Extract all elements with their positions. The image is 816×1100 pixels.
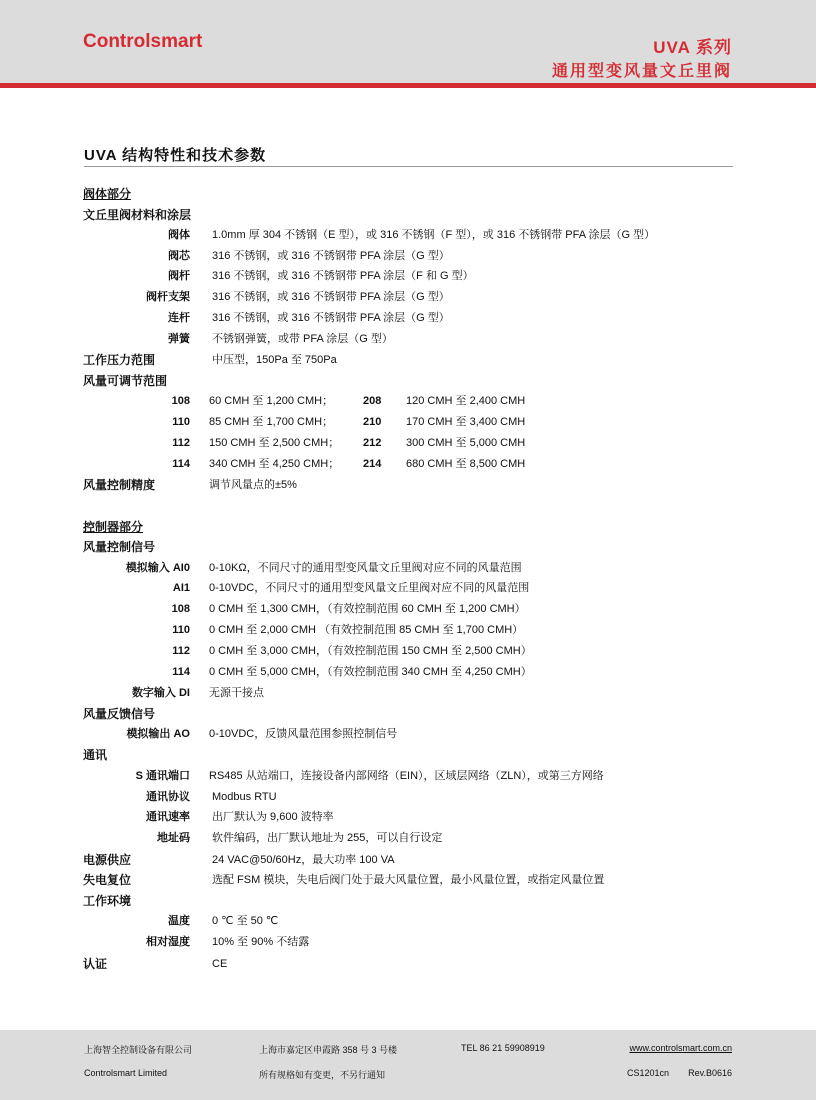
accuracy-label: 风量控制精度	[83, 478, 156, 492]
feedback-row	[0, 724, 816, 744]
comm-value: RS485 从站端口，连接设备内部网络（EIN），区域层网络（ZLN），或第三方网络	[209, 770, 604, 782]
material-label: 连杆	[168, 312, 190, 324]
cert-label: 认证	[83, 957, 108, 971]
flow-code: 112	[172, 437, 190, 449]
flow-code: 108	[171, 395, 190, 407]
power-row	[0, 850, 816, 870]
cert-row	[0, 954, 816, 974]
flow-code: 110	[172, 416, 190, 428]
signal-row	[0, 662, 816, 682]
flow-range: 60 CMH 至 1,200 CMH；	[209, 395, 334, 407]
signal-label: 数字输入 DI	[131, 687, 190, 699]
flow-range-row	[0, 454, 816, 474]
env-value: 10% 至 90% 不结露	[212, 936, 310, 948]
signal-value: 0-10VDC，不同尺寸的通用型变风量文丘里阀对应不同的风量范围	[209, 582, 530, 594]
signal-value: 0-10KΩ，不同尺寸的通用型变风量文丘里阀对应不同的风量范围	[209, 562, 522, 574]
valve-heading-row	[0, 184, 816, 204]
comm-label: S 通讯端口	[135, 770, 190, 782]
reset-label: 失电复位	[83, 873, 132, 887]
comm-label: 地址码	[157, 832, 190, 844]
material-label: 阀芯	[168, 250, 190, 262]
flow-range: 300 CMH 至 5,000 CMH	[406, 437, 526, 449]
reset-row	[0, 870, 816, 890]
reset-value: 选配 FSM 模块，失电后阀门处于最大风量位置，最小风量位置，或指定风量位置	[212, 874, 605, 886]
material-row	[0, 225, 816, 245]
signal-heading: 风量控制信号	[83, 540, 156, 554]
material-row	[0, 308, 816, 328]
flow-code: 208	[363, 395, 382, 407]
footer-company-cn: 上海智全控制设备有限公司	[84, 1045, 193, 1055]
material-label: 阀杆支架	[146, 291, 190, 303]
feedback-value: 0-10VDC，反馈风量范围参照控制信号	[209, 728, 398, 740]
env-heading: 工作环境	[83, 894, 132, 908]
feedback-label: 模拟输出 AO	[126, 728, 190, 740]
pressure-label: 工作压力范围	[83, 353, 156, 367]
signal-row	[0, 641, 816, 661]
env-label: 温度	[168, 915, 190, 927]
accuracy-value: 调节风量点的±5%	[209, 479, 297, 491]
signal-label: 114	[172, 666, 190, 678]
material-label: 弹簧	[168, 333, 190, 345]
signal-row	[0, 578, 816, 598]
materials-heading: 文丘里阀材料和涂层	[83, 208, 192, 222]
power-label: 电源供应	[83, 853, 132, 867]
env-row	[0, 911, 816, 931]
material-value: 不锈钢弹簧，或带 PFA 涂层（G 型）	[212, 333, 393, 345]
flow-range: 340 CMH 至 4,250 CMH；	[209, 458, 340, 470]
comm-row	[0, 807, 816, 827]
env-label: 相对湿度	[146, 936, 190, 948]
flow-range: 85 CMH 至 1,700 CMH；	[209, 416, 334, 428]
page-footer	[0, 1030, 816, 1100]
signal-row	[0, 683, 816, 703]
material-label: 阀杆	[168, 270, 190, 282]
footer-address: 上海市嘉定区申霞路 358 号 3 号楼	[259, 1045, 398, 1055]
pressure-value: 中压型，150Pa 至 750Pa	[212, 354, 337, 366]
signal-value: 0 CMH 至 5,000 CMH，（有效控制范围 340 CMH 至 4,250 CMH）	[209, 666, 532, 678]
comm-row	[0, 766, 816, 786]
material-label: 阀体	[168, 229, 190, 241]
signal-row	[0, 599, 816, 619]
material-value: 316 不锈钢，或 316 不锈钢带 PFA 涂层（G 型）	[212, 291, 450, 303]
cert-value: CE	[212, 958, 228, 970]
product-title: 通用型变风量文丘里阀	[551, 63, 732, 80]
flow-code: 212	[363, 437, 382, 449]
material-value: 316 不锈钢，或 316 不锈钢带 PFA 涂层（G 型）	[212, 312, 450, 324]
feedback-heading-row	[0, 704, 816, 724]
env-heading-row	[0, 891, 816, 911]
signal-label: 110	[172, 624, 190, 636]
valve-heading: 阀体部分	[83, 187, 132, 201]
env-value: 0 ℃ 至 50 ℃	[212, 915, 279, 927]
material-value: 1.0mm 厚 304 不锈钢（E 型），或 316 不锈钢（F 型），或 316 不锈钢带 PFA 涂层（G 型）	[212, 229, 656, 241]
controller-heading: 控制器部分	[83, 520, 144, 534]
pressure-row	[0, 350, 816, 370]
comm-heading: 通讯	[83, 748, 108, 762]
comm-label: 通讯协议	[146, 791, 190, 803]
signal-label: 112	[172, 645, 190, 657]
footer-doc-code: CS1201cn	[627, 1068, 670, 1078]
signal-value: 0 CMH 至 2,000 CMH （有效控制范围 85 CMH 至 1,700 CMH）	[209, 624, 524, 636]
series-title: UVA 系列	[653, 38, 732, 57]
signal-row	[0, 620, 816, 640]
material-row	[0, 287, 816, 307]
footer-company-en: Controlsmart Limited	[84, 1068, 168, 1078]
flow-range-heading-row	[0, 371, 816, 391]
env-row	[0, 932, 816, 952]
section-rule	[84, 166, 733, 167]
power-value: 24 VAC@50/60Hz，最大功率 100 VA	[212, 854, 395, 866]
material-row	[0, 266, 816, 286]
flow-code: 214	[363, 458, 382, 470]
footer-tel: TEL 86 21 59908919	[461, 1043, 545, 1053]
flow-range-label: 风量可调节范围	[83, 374, 168, 388]
material-value: 316 不锈钢，或 316 不锈钢带 PFA 涂层（F 和 G 型）	[212, 270, 474, 282]
comm-heading-row	[0, 745, 816, 765]
comm-row	[0, 828, 816, 848]
flow-range: 170 CMH 至 3,400 CMH	[406, 416, 526, 428]
footer-website-link[interactable]: www.controlsmart.com.cn	[629, 1043, 732, 1053]
flow-range: 150 CMH 至 2,500 CMH；	[209, 437, 340, 449]
controller-heading-row	[0, 517, 816, 537]
flow-code: 114	[172, 458, 190, 470]
flow-range: 120 CMH 至 2,400 CMH	[406, 395, 526, 407]
comm-value: 出厂默认为 9,600 波特率	[212, 811, 334, 823]
flow-range-row	[0, 391, 816, 411]
material-value: 316 不锈钢，或 316 不锈钢带 PFA 涂层（G 型）	[212, 250, 450, 262]
footer-notice: 所有规格如有变更，不另行通知	[259, 1070, 386, 1080]
signal-value: 0 CMH 至 1,300 CMH，（有效控制范围 60 CMH 至 1,200 CMH）	[209, 603, 526, 615]
flow-code: 210	[363, 416, 382, 428]
signal-value: 无源干接点	[209, 687, 264, 699]
accuracy-row	[0, 475, 816, 495]
comm-row	[0, 787, 816, 807]
comm-value: 软件编码，出厂默认地址为 255，可以自行设定	[212, 832, 443, 844]
footer-revision: Rev.B0616	[688, 1068, 732, 1078]
brand-logo-text: Controlsmart	[83, 31, 203, 52]
materials-heading-row	[0, 205, 816, 225]
signal-label: 模拟输入 AI0	[125, 562, 190, 574]
signal-heading-row	[0, 537, 816, 557]
material-row	[0, 329, 816, 349]
section-title: UVA 结构特性和技术参数	[84, 147, 267, 164]
flow-range-row	[0, 433, 816, 453]
header-divider	[0, 83, 816, 88]
flow-range: 680 CMH 至 8,500 CMH	[406, 458, 526, 470]
signal-row	[0, 558, 816, 578]
comm-label: 通讯速率	[146, 811, 190, 823]
material-row	[0, 246, 816, 266]
feedback-heading: 风量反馈信号	[83, 707, 156, 721]
signal-value: 0 CMH 至 3,000 CMH，（有效控制范围 150 CMH 至 2,500 CMH）	[209, 645, 532, 657]
signal-label: 108	[171, 603, 190, 615]
page-header	[0, 0, 816, 83]
flow-range-row	[0, 412, 816, 432]
comm-value: Modbus RTU	[212, 791, 277, 803]
signal-label: AI1	[172, 582, 190, 594]
